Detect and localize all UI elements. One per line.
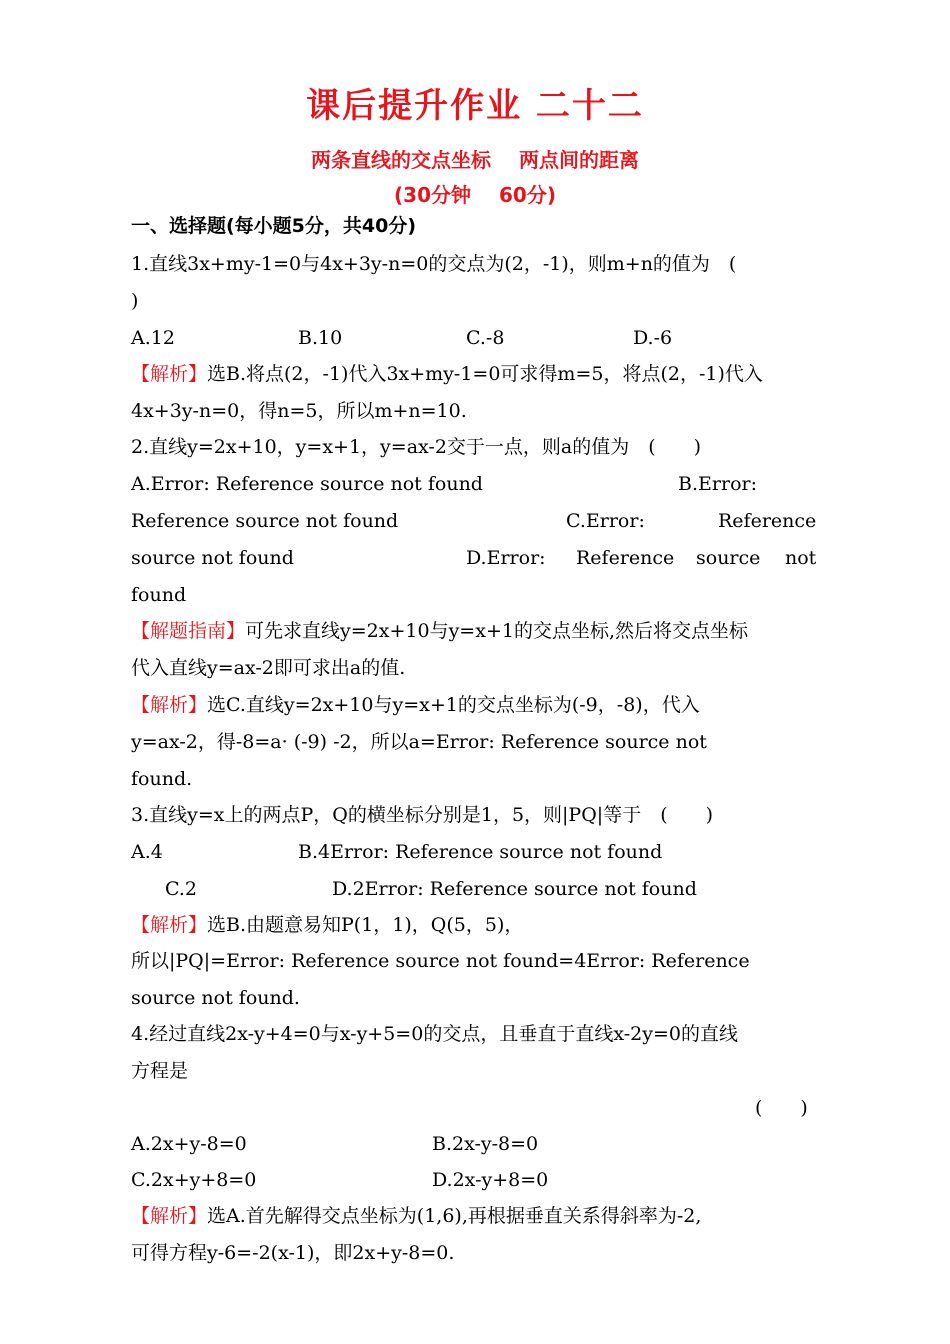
- total-score: 60分): [499, 183, 556, 207]
- q2-options-row1: [131, 472, 821, 496]
- q2-answer-line2: y=ax-2，得-8=a· (-9) -2，所以a=Error: Reference source not: [131, 731, 707, 753]
- q2-answer-text: 选C.直线y=2x+10与y=x+1的交点坐标为(-9，-8)，代入: [207, 694, 700, 716]
- q3-analysis-tag: 【解析】: [131, 914, 208, 936]
- q1-option-c: C.-8: [466, 327, 505, 349]
- q3-stem: 3.直线y=x上的两点P，Q的横坐标分别是1，5，则|PQ|等于 ( ): [131, 804, 714, 826]
- q3-option-d: D.2Error: Reference source not found: [332, 878, 697, 900]
- q2-stem: 2.直线y=2x+10，y=x+1，y=ax-2交于一点，则a的值为 ( ): [131, 436, 702, 458]
- q2-option-b-cont: Reference source not found: [131, 510, 399, 532]
- q4-option-b: B.2x-y-8=0: [432, 1133, 539, 1155]
- q2-option-c-tail: source not found: [131, 547, 294, 569]
- page-subtitle: [0, 144, 950, 173]
- q3-answer-line3: source not found.: [131, 987, 300, 1009]
- q4-stem-line1: 4.经过直线2x-y+4=0与x-y+5=0的交点，且垂直于直线x-2y=0的直线: [131, 1023, 738, 1045]
- subtitle-topic-b: 两点间的距离: [519, 148, 639, 172]
- q2-guide-line2: 代入直线y=ax-2即可求出a的值.: [131, 657, 406, 679]
- q4-stem-line2: 方程是: [131, 1060, 189, 1082]
- q3-option-a: A.4: [131, 841, 163, 863]
- q4-option-d: D.2x-y+8=0: [432, 1169, 549, 1191]
- q3-option-c: C.2: [165, 878, 197, 900]
- q4-option-a: A.2x+y-8=0: [131, 1133, 247, 1155]
- q2-option-c-cont: Reference: [718, 510, 817, 532]
- q4-answer-paren: ( ): [755, 1097, 808, 1119]
- q4-answer-line2: 可得方程y-6=-2(x-1)，即2x+y-8=0.: [131, 1242, 455, 1264]
- q2-guide-line1: [131, 619, 821, 643]
- q1-option-d: D.-6: [633, 327, 673, 349]
- q2-guide-text: 可先求直线y=2x+10与y=x+1的交点坐标,然后将交点坐标: [245, 620, 748, 642]
- q2-guide-tag: 【解题指南】: [131, 620, 246, 642]
- q2-answer-line3: found.: [131, 768, 193, 790]
- q4-answer-line1: [131, 1204, 821, 1228]
- page-title: 课后提升作业 二十二: [306, 86, 644, 126]
- q3-answer-line2: 所以|PQ|=Error: Reference source not found=4Error: Reference: [131, 950, 750, 972]
- q1-stem-line1: 1.直线3x+my-1=0与4x+3y-n=0的交点为(2，-1)，则m+n的值为 (: [131, 253, 737, 275]
- q2-option-b: B.Error:: [678, 473, 757, 495]
- q4-analysis-tag: 【解析】: [131, 1205, 208, 1227]
- q1-answer-text: 选B.将点(2，-1)代入3x+my-1=0可求得m=5，将点(2，-1)代入: [207, 363, 763, 385]
- q2-option-d-word2: source: [696, 547, 761, 569]
- q2-option-d: D.Error:: [466, 547, 546, 569]
- q1-option-a: A.12: [131, 327, 175, 349]
- section-heading: 一、选择题(每小题5分，共40分): [131, 215, 417, 237]
- q4-answer-text: 选A.首先解得交点坐标为(1,6),再根据垂直关系得斜率为-2,: [207, 1205, 702, 1227]
- q1-stem-line2: ): [131, 290, 139, 312]
- q1-answer-line2: 4x+3y-n=0，得n=5，所以m+n=10.: [131, 400, 467, 422]
- q4-option-c: C.2x+y+8=0: [131, 1169, 257, 1191]
- time-limit: (30分钟: [394, 183, 471, 207]
- q1-answer-line1: [131, 362, 821, 386]
- time-score-info: [0, 179, 950, 208]
- q2-option-c: C.Error:: [566, 510, 645, 532]
- q2-option-d-tail: found: [131, 584, 187, 606]
- q3-answer-line1: [131, 913, 821, 937]
- q2-option-d-word3: not: [785, 547, 817, 569]
- q1-option-b: B.10: [298, 327, 343, 349]
- subtitle-topic-a: 两条直线的交点坐标: [311, 148, 491, 172]
- q2-answer-line1: [131, 693, 821, 717]
- q2-option-d-word1: Reference: [576, 547, 675, 569]
- q2-option-a: A.Error: Reference source not found: [131, 473, 483, 495]
- q2-analysis-tag: 【解析】: [131, 694, 208, 716]
- q3-answer-text: 选B.由题意易知P(1，1)，Q(5，5)，: [207, 914, 524, 936]
- q1-analysis-tag: 【解析】: [131, 363, 208, 385]
- q3-option-b: B.4Error: Reference source not found: [298, 841, 663, 863]
